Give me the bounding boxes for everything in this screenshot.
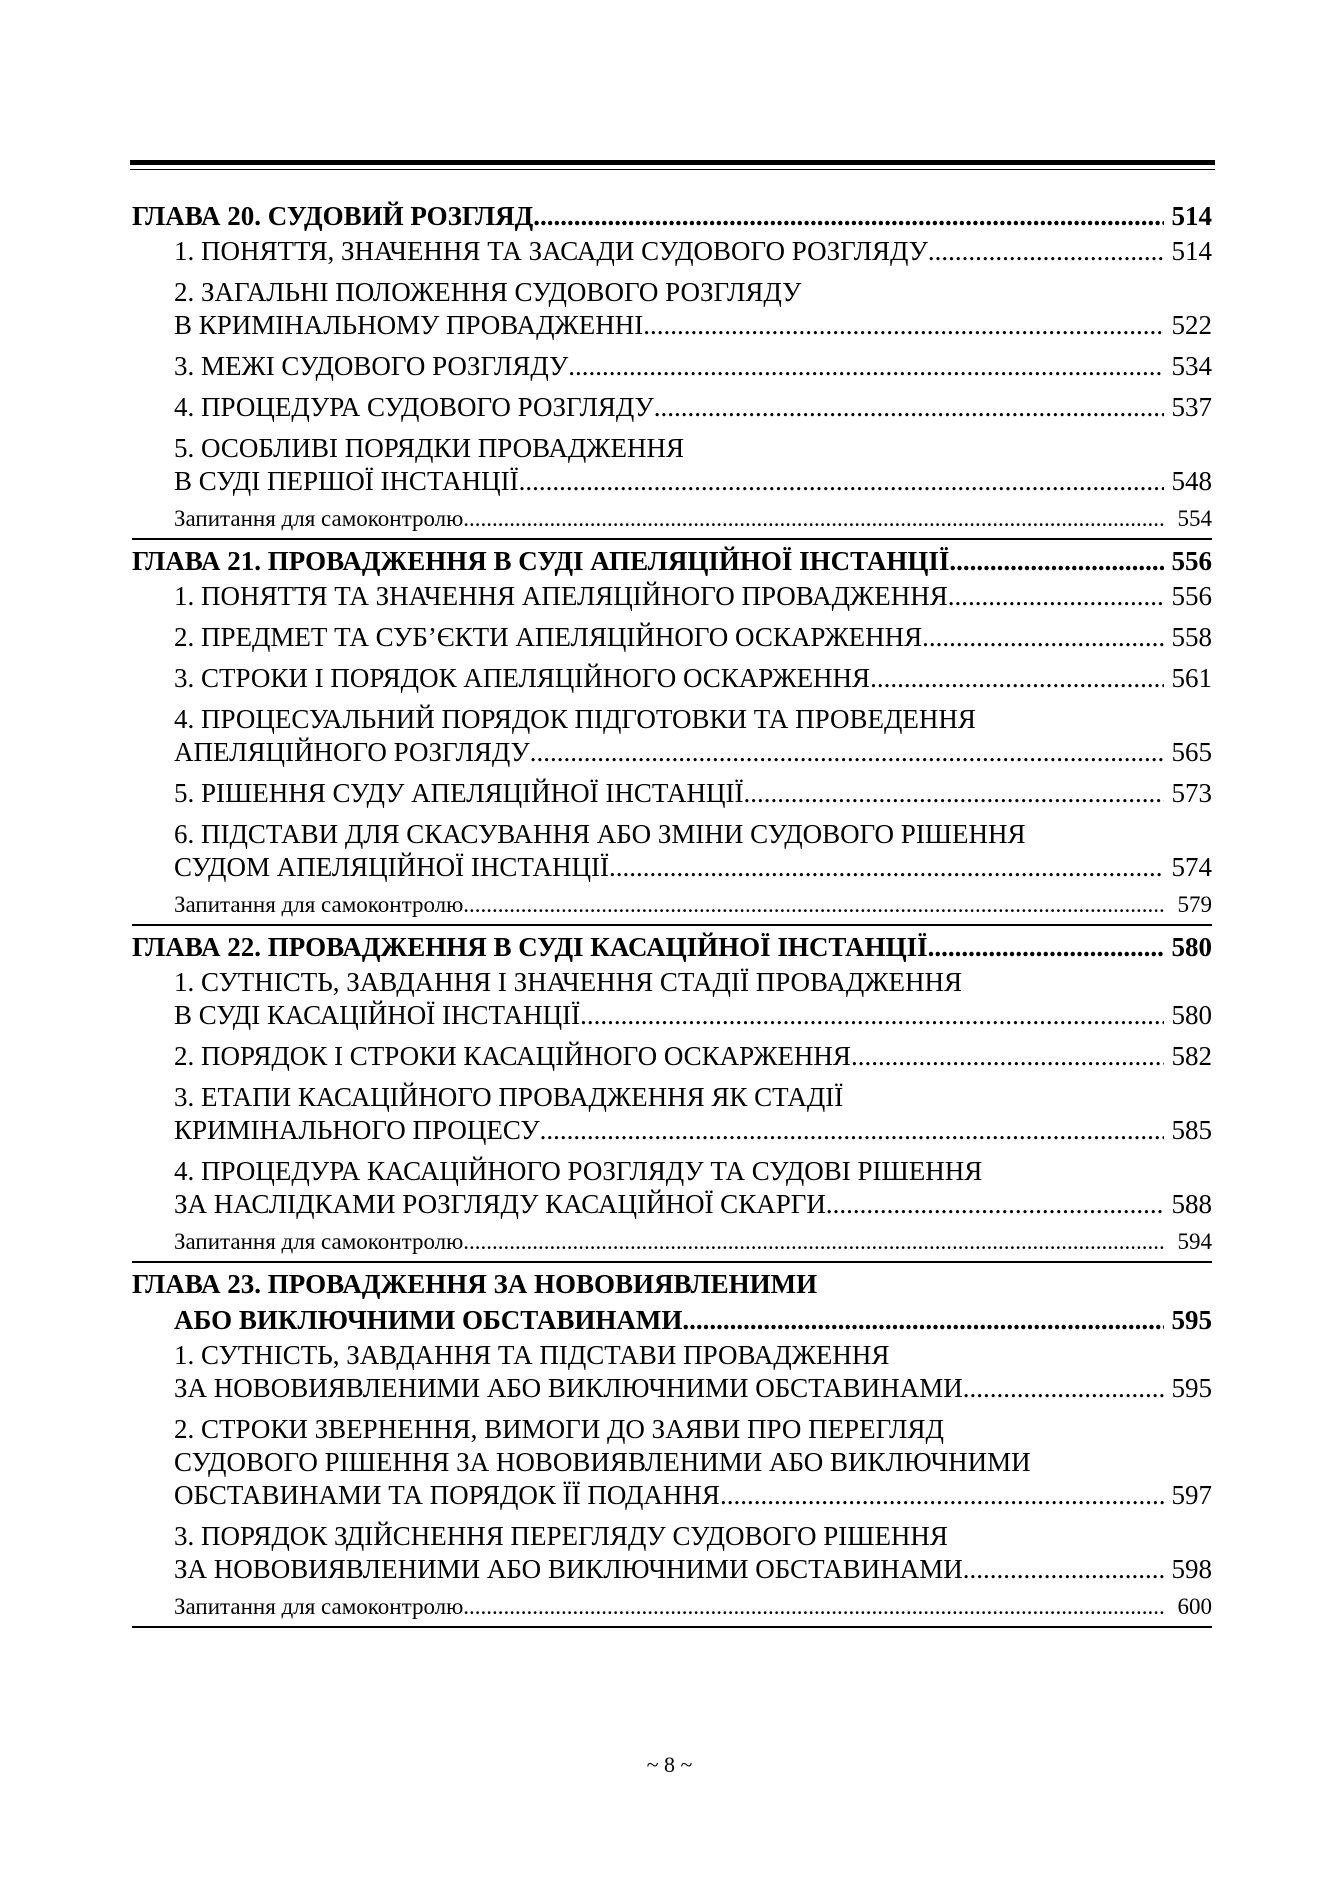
page-number: ~ 8 ~ [646,1752,693,1777]
chapter-title-continued: АБО ВИКЛЮЧНИМИ ОБСТАВИНАМИ [174,1305,683,1335]
toc-section [132,1155,1212,1221]
dot-leader [540,1114,1164,1147]
toc-section [132,1040,1212,1073]
dot-leader [870,662,1164,695]
dot-leader [463,1227,1164,1257]
dot-leader [743,777,1164,810]
toc-section [132,1339,1212,1405]
section-title-line: В КРИМІНАЛЬНОМУ ПРОВАДЖЕННІ [174,310,644,340]
section-title-line: СУДОВОГО РІШЕННЯ ЗА НОВОВИЯВЛЕНИМИ АБО ВИКЛЮЧНИМИ [174,1447,1031,1477]
toc-chapter [132,198,1212,234]
self-check-page-number: 579 [1177,892,1212,917]
chapter-divider [132,1261,1212,1263]
toc-chapter [132,1266,1212,1338]
section-page-number: 573 [1171,778,1212,808]
dot-leader [720,1479,1164,1512]
toc-chapter [132,929,1212,965]
self-check-label: Запитання для самоконтролю [174,506,464,531]
chapter-divider [132,1626,1212,1628]
toc-self-check [132,1592,1212,1622]
chapter-page-number: 580 [1171,932,1212,962]
section-page-number: 595 [1171,1373,1212,1403]
section-page-number: 585 [1171,1115,1212,1145]
section-title-line: 2. СТРОКИ ЗВЕРНЕННЯ, ВИМОГИ ДО ЗАЯВИ ПРО ПЕРЕГЛЯД [174,1414,944,1444]
section-title-line: 3. СТРОКИ І ПОРЯДОК АПЕЛЯЦІЙНОГО ОСКАРЖЕННЯ [174,663,871,693]
section-title-line: В СУДІ ПЕРШОЇ ІНСТАНЦІЇ [174,466,519,496]
toc-chapter [132,543,1212,579]
self-check-label: Запитання для самоконтролю [174,1594,464,1619]
dot-leader [568,350,1164,383]
dot-leader [530,736,1164,769]
dot-leader [519,465,1164,498]
dot-leader [963,1553,1164,1586]
section-title-line: 3. ПОРЯДОК ЗДІЙСНЕННЯ ПЕРЕГЛЯДУ СУДОВОГО РІШЕННЯ [174,1521,948,1551]
toc-section [132,350,1212,383]
dot-leader [948,580,1164,613]
toc-section [132,818,1212,884]
toc-section [132,235,1212,268]
section-title-line: 5. РІШЕННЯ СУДУ АПЕЛЯЦІЙНОЇ ІНСТАНЦІЇ [174,778,744,808]
toc-section [132,1081,1212,1147]
chapter-title: ГЛАВА 20. СУДОВИЙ РОЗГЛЯД [132,201,534,231]
dot-leader [609,851,1164,884]
dot-leader [949,543,1164,579]
toc-self-check [132,504,1212,534]
dot-leader [533,198,1164,234]
toc-section [132,1413,1212,1512]
dot-leader [928,235,1164,268]
self-check-page-number: 600 [1177,1594,1212,1619]
dot-leader [643,309,1164,342]
table-of-contents [132,198,1212,1628]
section-page-number: 582 [1171,1041,1212,1071]
section-title-line: ЗА НОВОВИЯВЛЕНИМИ АБО ВИКЛЮЧНИМИ ОБСТАВИНАМИ [174,1373,963,1403]
toc-section [132,432,1212,498]
section-page-number: 522 [1171,310,1212,340]
self-check-page-number: 554 [1177,506,1212,531]
section-title-line: СУДОМ АПЕЛЯЦІЙНОЇ ІНСТАНЦІЇ [174,852,610,882]
section-page-number: 558 [1171,622,1212,652]
toc-self-check [132,1227,1212,1257]
section-title-line: 1. ПОНЯТТЯ, ЗНАЧЕННЯ ТА ЗАСАДИ СУДОВОГО РОЗГЛЯДУ [174,236,928,266]
dot-leader [580,999,1164,1032]
toc-section [132,391,1212,424]
section-title-line: ЗА НОВОВИЯВЛЕНИМИ АБО ВИКЛЮЧНИМИ ОБСТАВИНАМИ [174,1554,963,1584]
dot-leader [463,504,1164,534]
section-title-line: 4. ПРОЦЕДУРА КАСАЦІЙНОГО РОЗГЛЯДУ ТА СУДОВІ РІШЕННЯ [174,1156,983,1186]
section-title-line: КРИМІНАЛЬНОГО ПРОЦЕСУ [174,1115,540,1145]
section-page-number: 548 [1171,466,1212,496]
dot-leader [654,391,1164,424]
dot-leader [851,1040,1164,1073]
section-title-line: 3. ЕТАПИ КАСАЦІЙНОГО ПРОВАДЖЕННЯ ЯК СТАДІЇ [174,1082,844,1112]
dot-leader [682,1302,1164,1338]
toc-section [132,966,1212,1032]
section-title-line: ОБСТАВИНАМИ ТА ПОРЯДОК ЇЇ ПОДАННЯ [174,1480,720,1510]
toc-section [132,1520,1212,1586]
toc-section [132,276,1212,342]
section-page-number: 537 [1171,392,1212,422]
chapter-divider [132,924,1212,926]
section-title-line: ЗА НАСЛІДКАМИ РОЗГЛЯДУ КАСАЦІЙНОЇ СКАРГИ [174,1189,826,1219]
header-rule-thin [130,169,1215,170]
section-page-number: 556 [1171,581,1212,611]
chapter-title: ГЛАВА 23. ПРОВАДЖЕННЯ ЗА НОВОВИЯВЛЕНИМИ [132,1269,818,1299]
toc-section [132,580,1212,613]
section-title-line: АПЕЛЯЦІЙНОГО РОЗГЛЯДУ [174,737,530,767]
section-title-line: 2. ПРЕДМЕТ ТА СУБ’ЄКТИ АПЕЛЯЦІЙНОГО ОСКАРЖЕННЯ [174,622,923,652]
section-page-number: 514 [1171,236,1212,266]
toc-section [132,662,1212,695]
dot-leader [928,929,1164,965]
section-title-line: 4. ПРОЦЕДУРА СУДОВОГО РОЗГЛЯДУ [174,392,654,422]
section-title-line: В СУДІ КАСАЦІЙНОЇ ІНСТАНЦІЇ [174,1000,581,1030]
chapter-divider [132,538,1212,540]
section-title-line: 5. ОСОБЛИВІ ПОРЯДКИ ПРОВАДЖЕННЯ [174,433,684,463]
section-page-number: 588 [1171,1189,1212,1219]
section-title-line: 4. ПРОЦЕСУАЛЬНИЙ ПОРЯДОК ПІДГОТОВКИ ТА ПРОВЕДЕННЯ [174,704,976,734]
self-check-label: Запитання для самоконтролю [174,892,464,917]
section-title-line: 1. СУТНІСТЬ, ЗАВДАННЯ І ЗНАЧЕННЯ СТАДІЇ ПРОВАДЖЕННЯ [174,967,962,997]
section-title-line: 2. ПОРЯДОК І СТРОКИ КАСАЦІЙНОГО ОСКАРЖЕННЯ [174,1041,851,1071]
dot-leader [922,621,1164,654]
dot-leader [463,890,1164,920]
section-page-number: 574 [1171,852,1212,882]
section-title-line: 6. ПІДСТАВИ ДЛЯ СКАСУВАННЯ АБО ЗМІНИ СУДОВОГО РІШЕННЯ [174,819,1026,849]
chapter-title: ГЛАВА 22. ПРОВАДЖЕННЯ В СУДІ КАСАЦІЙНОЇ ІНСТАНЦІЇ [132,932,928,962]
dot-leader [826,1188,1164,1221]
toc-section [132,621,1212,654]
self-check-label: Запитання для самоконтролю [174,1229,464,1254]
toc-self-check [132,890,1212,920]
dot-leader [963,1372,1164,1405]
toc-section [132,777,1212,810]
section-title-line: 1. ПОНЯТТЯ ТА ЗНАЧЕННЯ АПЕЛЯЦІЙНОГО ПРОВАДЖЕННЯ [174,581,948,611]
section-title-line: 2. ЗАГАЛЬНІ ПОЛОЖЕННЯ СУДОВОГО РОЗГЛЯДУ [174,277,802,307]
section-page-number: 534 [1171,351,1212,381]
section-title-line: 1. СУТНІСТЬ, ЗАВДАННЯ ТА ПІДСТАВИ ПРОВАДЖЕННЯ [174,1340,890,1370]
section-page-number: 565 [1171,737,1212,767]
toc-section [132,703,1212,769]
self-check-page-number: 594 [1177,1229,1212,1254]
header-rule-thick [130,160,1215,165]
chapter-page-number: 595 [1171,1305,1212,1335]
section-page-number: 598 [1171,1554,1212,1584]
section-page-number: 561 [1171,663,1212,693]
section-title-line: 3. МЕЖІ СУДОВОГО РОЗГЛЯДУ [174,351,569,381]
chapter-page-number: 556 [1171,546,1212,576]
chapter-page-number: 514 [1171,201,1212,231]
chapter-title: ГЛАВА 21. ПРОВАДЖЕННЯ В СУДІ АПЕЛЯЦІЙНОЇ ІНСТАНЦІЇ [132,546,950,576]
section-page-number: 580 [1171,1000,1212,1030]
section-page-number: 597 [1171,1480,1212,1510]
dot-leader [463,1592,1164,1622]
